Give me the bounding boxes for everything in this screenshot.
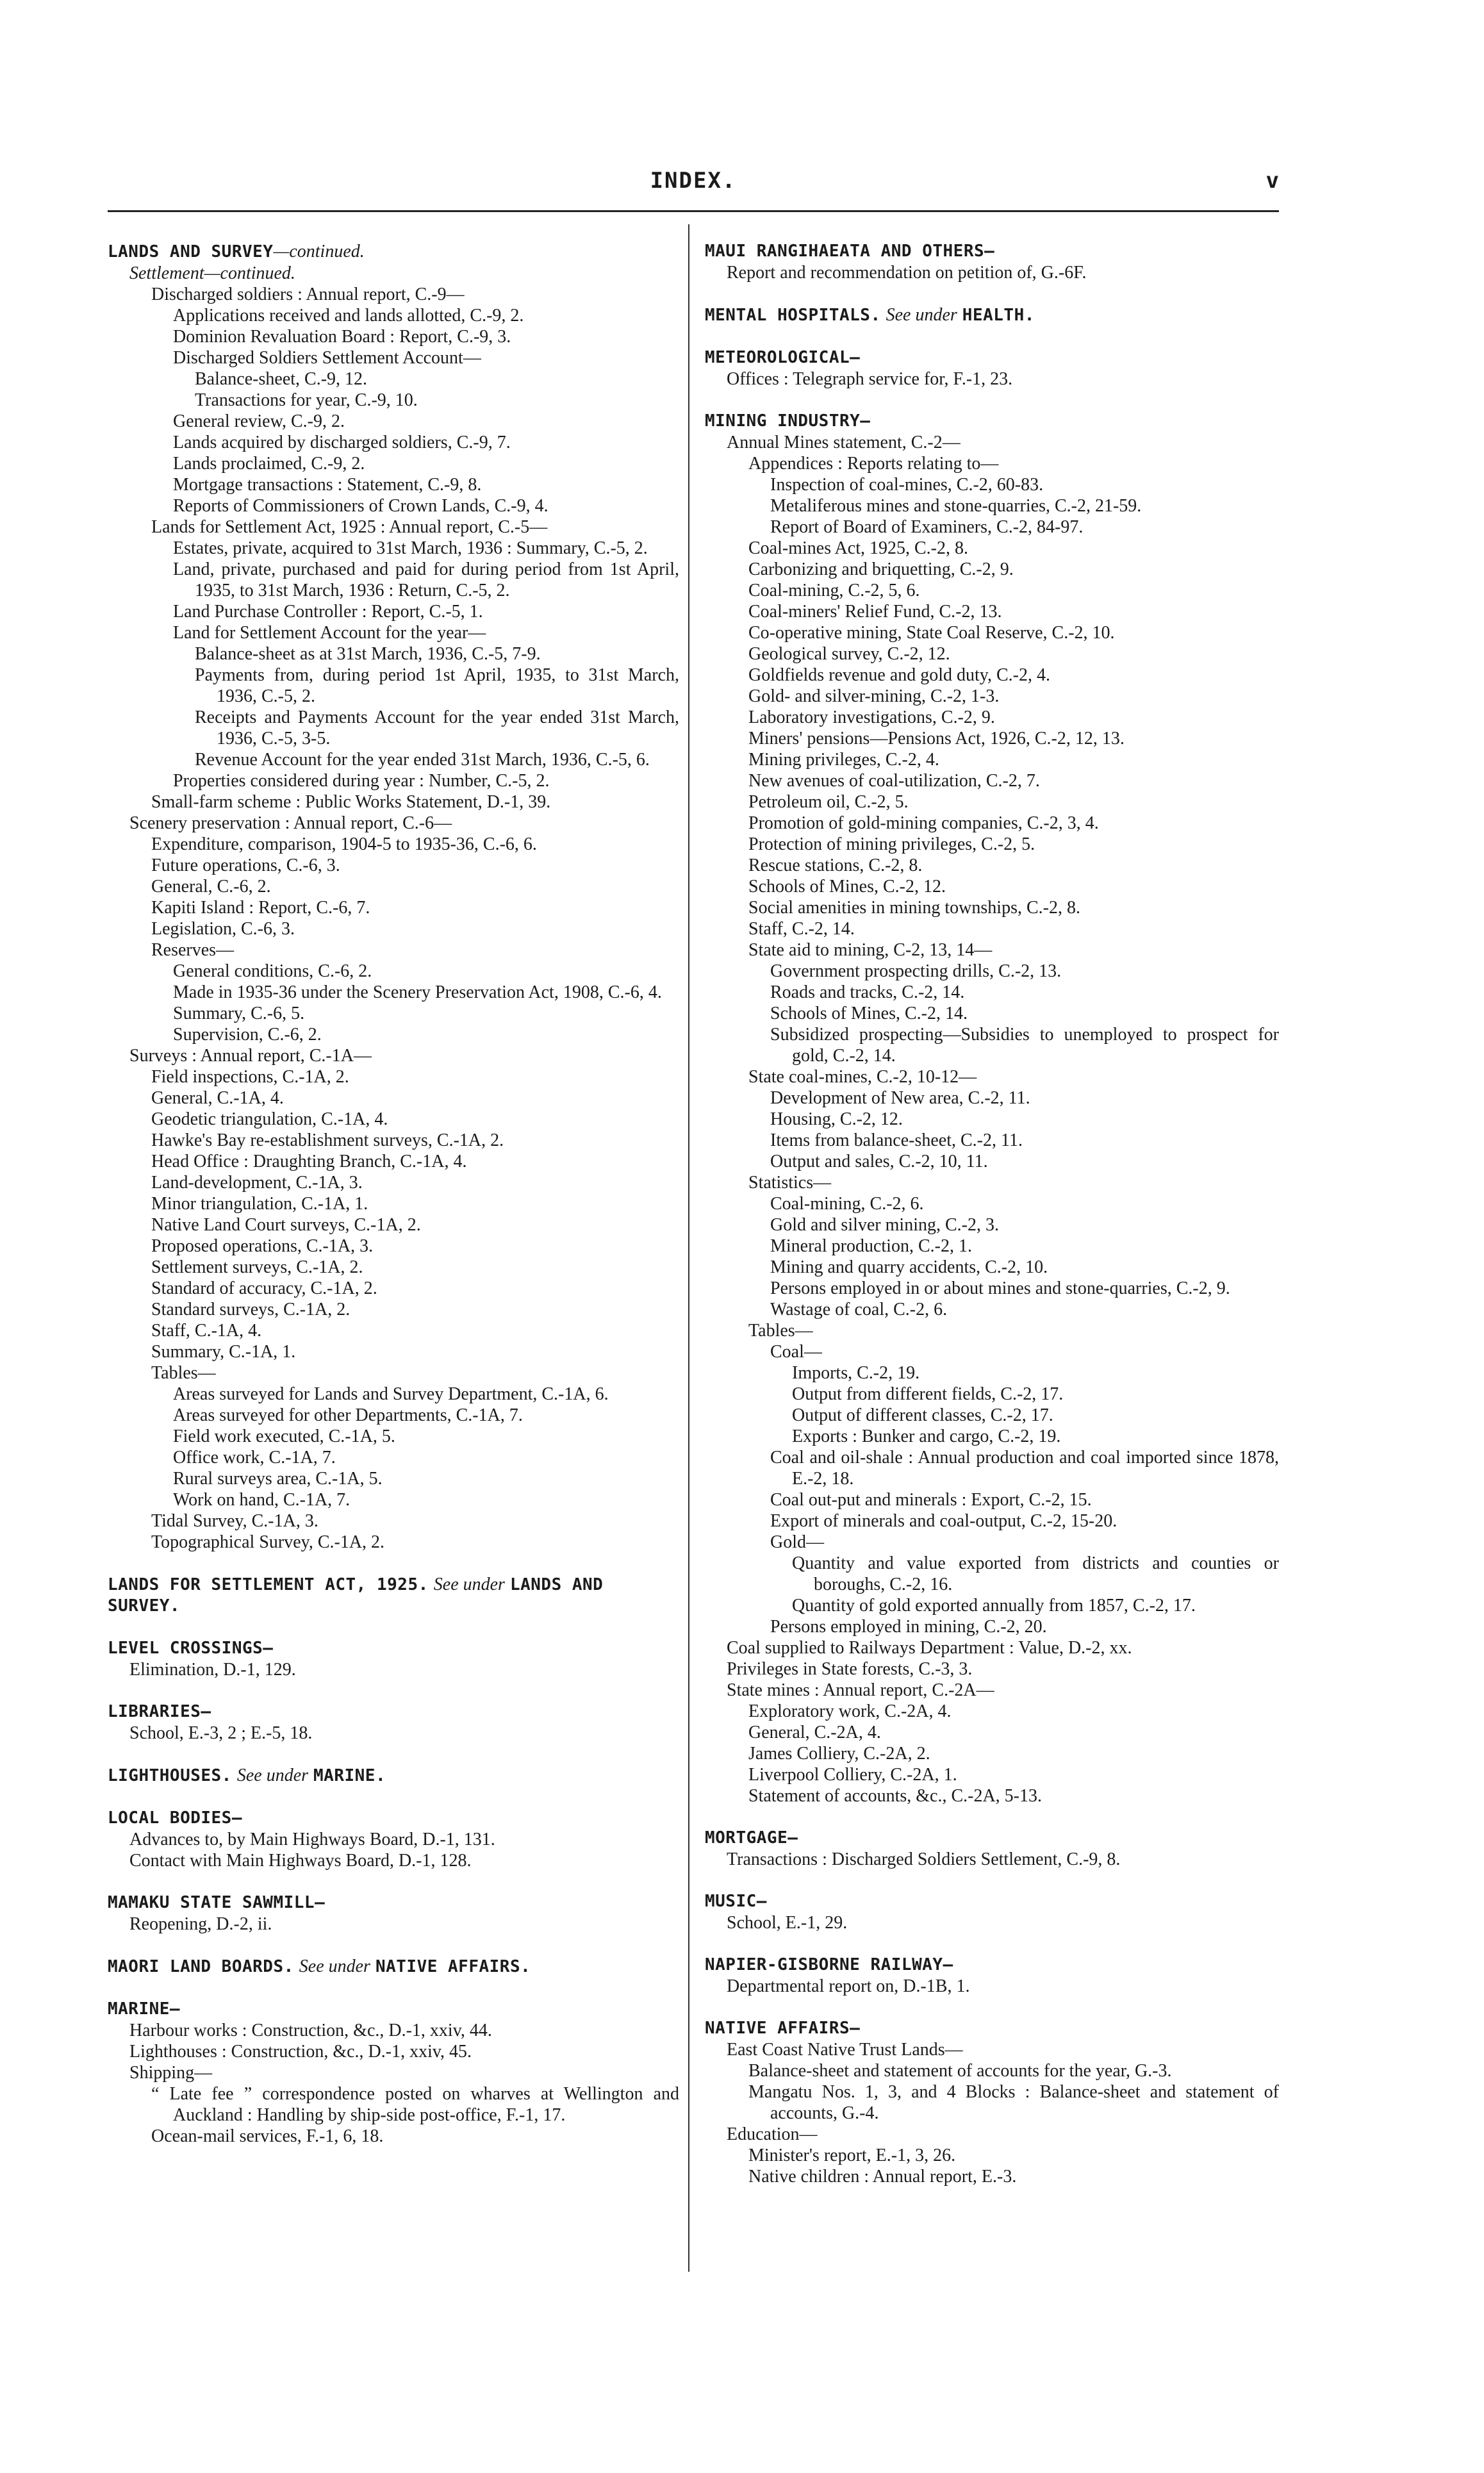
index-entry: New avenues of coal-utilization, C.-2, 7. <box>748 771 1040 791</box>
index-entry: Settlement—continued. <box>129 263 295 283</box>
index-entry: Lands for Settlement Act, 1925 : Annual report, C.-5— <box>151 517 548 537</box>
index-entry: Kapiti Island : Report, C.-6, 7. <box>151 898 370 918</box>
header-rule <box>108 210 1279 212</box>
index-entry: Departmental report on, D.-1B, 1. <box>727 1976 970 1996</box>
index-entry: Made in 1935-36 under the Scenery Preservation Act, 1908, C.-6, 4. <box>173 982 662 1002</box>
index-entry: Settlement surveys, C.-1A, 2. <box>151 1257 363 1277</box>
index-entry: Reserves— <box>151 940 235 960</box>
heading-text: LOCAL BODIES— <box>108 1808 242 1828</box>
see-under: See under <box>299 1956 370 1976</box>
index-entry: Future operations, C.-6, 3. <box>151 856 340 875</box>
index-entry: Mangatu Nos. 1, 3, and 4 Blocks : Balance-sheet and statement of accounts, G.-4. <box>748 2082 1279 2123</box>
index-entry: Areas surveyed for Lands and Survey Department, C.-1A, 6. <box>173 1384 609 1404</box>
index-entry: Coal out-put and minerals : Export, C.-2, 15. <box>770 1490 1092 1510</box>
index-entry: Imports, C.-2, 19. <box>792 1363 920 1383</box>
index-entry: Staff, C.-1A, 4. <box>151 1321 262 1341</box>
index-entry: Protection of mining privileges, C.-2, 5. <box>748 834 1035 854</box>
index-entry: Co-operative mining, State Coal Reserve, C.-2, 10. <box>748 623 1115 643</box>
index-entry: Summary, C.-1A, 1. <box>151 1342 296 1362</box>
index-entry: “ Late fee ” correspondence posted on wharves at Wellington and Auckland : Handling by ship-side post-office, F.-1, 17. <box>151 2084 679 2125</box>
index-entry: Rescue stations, C.-2, 8. <box>748 856 923 875</box>
section-heading <box>108 241 679 263</box>
index-entry: State mines : Annual report, C.-2A— <box>727 1680 994 1700</box>
section-heading <box>705 1828 1279 1849</box>
index-entry: Output from different fields, C.-2, 17. <box>792 1384 1064 1404</box>
index-section <box>108 1808 679 1871</box>
index-entry: Reopening, D.-2, ii. <box>129 1914 272 1934</box>
index-entry: Proposed operations, C.-1A, 3. <box>151 1236 374 1256</box>
index-entry: Laboratory investigations, C.-2, 9. <box>748 707 995 727</box>
index-entry: Native children : Annual report, E.-3. <box>748 2167 1017 2187</box>
index-entry: James Colliery, C.-2A, 2. <box>748 1744 930 1764</box>
index-entry: Scenery preservation : Annual report, C.-6— <box>129 813 452 833</box>
index-entry: Coal-mining, C.-2, 6. <box>770 1194 924 1214</box>
index-entry: Gold— <box>770 1532 824 1552</box>
heading-text: LIBRARIES— <box>108 1702 211 1721</box>
see-under: See under <box>236 1766 309 1785</box>
index-entry: Reports of Commissioners of Crown Lands, C.-9, 4. <box>173 496 548 516</box>
heading-text: METEOROLOGICAL— <box>705 348 861 367</box>
heading-text: LIGHTHOUSES. <box>108 1766 232 1785</box>
page-header <box>108 168 1279 200</box>
section-heading <box>705 411 1279 432</box>
index-entry: Social amenities in mining townships, C.-2, 8. <box>748 898 1080 918</box>
index-entry: Persons employed in or about mines and stone-quarries, C.-2, 9. <box>770 1278 1230 1298</box>
index-entry: Hawke's Bay re-establishment surveys, C.-1A, 2. <box>151 1130 504 1150</box>
index-entry: Field work executed, C.-1A, 5. <box>173 1427 395 1446</box>
index-entry: Mining and quarry accidents, C.-2, 10. <box>770 1257 1048 1277</box>
index-entry: Gold- and silver-mining, C.-2, 1-3. <box>748 686 1000 706</box>
index-section <box>108 1999 679 2147</box>
index-entry: Petroleum oil, C.-2, 5. <box>748 792 909 812</box>
index-entry: Exports : Bunker and cargo, C.-2, 19. <box>792 1427 1061 1446</box>
index-entry: Rural surveys area, C.-1A, 5. <box>173 1469 383 1489</box>
index-section <box>705 1828 1279 1870</box>
index-entry: Balance-sheet, C.-9, 12. <box>195 369 368 389</box>
index-entry: Offices : Telegraph service for, F.-1, 23. <box>727 369 1013 389</box>
index-section <box>705 1891 1279 1933</box>
index-entry: Subsidized prospecting—Subsidies to unemployed to prospect for gold, C.-2, 14. <box>770 1025 1279 1066</box>
index-entry: Head Office : Draughting Branch, C.-1A, 4. <box>151 1152 467 1171</box>
index-entry: Mineral production, C.-2, 1. <box>770 1236 972 1256</box>
index-entry: Exploratory work, C.-2A, 4. <box>748 1701 952 1721</box>
index-entry: Statement of accounts, &c., C.-2A, 5-13. <box>748 1786 1043 1806</box>
section-heading <box>705 241 1279 262</box>
index-entry: Revenue Account for the year ended 31st March, 1936, C.-5, 6. <box>195 750 650 770</box>
section-heading <box>108 1808 679 1829</box>
index-entry: Housing, C.-2, 12. <box>770 1109 903 1129</box>
section-heading <box>108 1956 679 1978</box>
section-heading <box>108 1701 679 1723</box>
index-section <box>108 1765 679 1787</box>
section-heading <box>705 1955 1279 1976</box>
index-entry: Report and recommendation on petition of, G.-6F. <box>727 263 1087 283</box>
index-entry: Coal— <box>770 1342 822 1362</box>
index-entry: School, E.-3, 2 ; E.-5, 18. <box>129 1723 313 1743</box>
index-section <box>705 241 1279 283</box>
index-entry: General, C.-6, 2. <box>151 877 271 897</box>
index-entry: Schools of Mines, C.-2, 12. <box>748 877 946 897</box>
index-entry: Quantity and value exported from districts and counties or boroughs, C.-2, 16. <box>792 1553 1279 1594</box>
index-entry: Transactions : Discharged Soldiers Settlement, C.-9, 8. <box>727 1849 1121 1869</box>
index-entry: Elimination, D.-1, 129. <box>129 1660 296 1680</box>
heading-continued: —continued. <box>273 242 365 261</box>
see-under: See under <box>433 1575 505 1594</box>
index-entry: Topographical Survey, C.-1A, 2. <box>151 1532 385 1552</box>
section-heading <box>108 1892 679 1914</box>
section-heading <box>705 2018 1279 2039</box>
index-entry: Discharged soldiers : Annual report, C.-9— <box>151 285 465 304</box>
index-section <box>705 1955 1279 1997</box>
index-entry: Land, private, purchased and paid for during period from 1st April, 1935, to 31st March, 1936 : Return, C.-5, 2. <box>173 559 679 600</box>
index-entry: Field inspections, C.-1A, 2. <box>151 1067 349 1087</box>
index-section <box>108 1638 679 1680</box>
see-target: NATIVE AFFAIRS. <box>375 1957 531 1976</box>
index-entry: School, E.-1, 29. <box>727 1913 848 1933</box>
index-entry: Schools of Mines, C.-2, 14. <box>770 1004 968 1023</box>
index-entry: Coal and oil-shale : Annual production and coal imported since 1878, E.-2, 18. <box>770 1448 1279 1489</box>
index-entry: Inspection of coal-mines, C.-2, 60-83. <box>770 475 1044 495</box>
index-entry: Miners' pensions—Pensions Act, 1926, C.-2, 12, 13. <box>748 729 1125 749</box>
heading-text: MORTGAGE— <box>705 1828 798 1848</box>
index-column-left <box>108 241 679 2147</box>
index-entry: General conditions, C.-6, 2. <box>173 961 372 981</box>
index-entry: Quantity of gold exported annually from 1857, C.-2, 17. <box>792 1596 1196 1616</box>
index-entry: General, C.-1A, 4. <box>151 1088 284 1108</box>
index-entry: Receipts and Payments Account for the year ended 31st March, 1936, C.-5, 3-5. <box>195 707 679 749</box>
heading-text: MAMAKU STATE SAWMILL— <box>108 1893 326 1912</box>
index-section <box>108 1956 679 1978</box>
index-entry: Office work, C.-1A, 7. <box>173 1448 336 1468</box>
index-entry: Land Purchase Controller : Report, C.-5, 1. <box>173 602 483 622</box>
heading-text: MENTAL HOSPITALS. <box>705 306 881 325</box>
heading-text: MUSIC— <box>705 1892 767 1911</box>
index-entry: Coal-mines Act, 1925, C.-2, 8. <box>748 538 968 558</box>
index-column-right <box>705 241 1279 2187</box>
heading-text: LANDS FOR SETTLEMENT ACT, 1925. <box>108 1575 429 1594</box>
index-entry: Education— <box>727 2124 818 2144</box>
index-entry: Privileges in State forests, C.-3, 3. <box>727 1659 973 1679</box>
index-entry: Land-development, C.-1A, 3. <box>151 1173 363 1193</box>
index-entry: Contact with Main Highways Board, D.-1, 128. <box>129 1851 472 1871</box>
index-entry: Native Land Court surveys, C.-1A, 2. <box>151 1215 421 1235</box>
index-entry: Surveys : Annual report, C.-1A— <box>129 1046 372 1066</box>
index-entry: Areas surveyed for other Departments, C.-1A, 7. <box>173 1405 523 1425</box>
index-entry: Liverpool Colliery, C.-2A, 1. <box>748 1765 957 1785</box>
index-entry: Properties considered during year : Number, C.-5, 2. <box>173 771 550 791</box>
index-entry: Minister's report, E.-1, 3, 26. <box>748 2146 956 2165</box>
index-entry: Coal-mining, C.-2, 5, 6. <box>748 581 920 600</box>
section-heading <box>108 1574 679 1617</box>
index-entry: Ocean-mail services, F.-1, 6, 18. <box>151 2126 384 2146</box>
index-entry: Minor triangulation, C.-1A, 1. <box>151 1194 368 1214</box>
index-entry: Metaliferous mines and stone-quarries, C.-2, 21-59. <box>770 496 1142 516</box>
index-entry: Harbour works : Construction, &c., D.-1, xxiv, 44. <box>129 2021 492 2040</box>
index-entry: Report of Board of Examiners, C.-2, 84-97. <box>770 517 1084 537</box>
section-heading <box>108 1765 679 1787</box>
see-target: LANDS AND SURVEY. <box>108 1575 604 1616</box>
index-entry: Appendices : Reports relating to— <box>748 454 999 474</box>
heading-text: MARINE— <box>108 1999 181 2019</box>
section-heading <box>705 1891 1279 1912</box>
section-heading <box>108 1999 679 2020</box>
index-entry: General, C.-2A, 4. <box>748 1723 881 1742</box>
index-entry: Summary, C.-6, 5. <box>173 1004 305 1023</box>
index-entry: Coal-miners' Relief Fund, C.-2, 13. <box>748 602 1002 622</box>
index-entry: Government prospecting drills, C.-2, 13. <box>770 961 1062 981</box>
heading-text: LANDS AND SURVEY <box>108 242 274 261</box>
index-entry: State aid to mining, C-2, 13, 14— <box>748 940 993 960</box>
index-entry: Payments from, during period 1st April, 1935, to 31st March, 1936, C.-5, 2. <box>195 665 679 706</box>
column-divider <box>688 224 689 2272</box>
index-entry: Work on hand, C.-1A, 7. <box>173 1490 350 1510</box>
index-entry: Standard surveys, C.-1A, 2. <box>151 1300 350 1319</box>
page-number: v <box>1266 168 1279 194</box>
page-title: INDEX. <box>650 168 737 194</box>
index-entry: Advances to, by Main Highways Board, D.-1, 131. <box>129 1830 495 1849</box>
index-section <box>108 241 679 1553</box>
heading-text: MAUI RANGIHAEATA AND OTHERS— <box>705 242 995 261</box>
index-entry: Balance-sheet and statement of accounts for the year, G.-3. <box>748 2061 1172 2081</box>
see-under: See under <box>886 305 957 325</box>
index-entry: Expenditure, comparison, 1904-5 to 1935-36, C.-6, 6. <box>151 834 537 854</box>
heading-text: MINING INDUSTRY— <box>705 411 871 431</box>
index-entry: Staff, C.-2, 14. <box>748 919 855 939</box>
index-entry: Roads and tracks, C.-2, 14. <box>770 982 965 1002</box>
see-target: MARINE. <box>313 1766 386 1785</box>
index-entry: East Coast Native Trust Lands— <box>727 2040 963 2060</box>
see-target: HEALTH. <box>962 306 1035 325</box>
index-entry: Estates, private, acquired to 31st March, 1936 : Summary, C.-5, 2. <box>173 538 648 558</box>
index-entry: State coal-mines, C.-2, 10-12— <box>748 1067 977 1087</box>
heading-text: NAPIER-GISBORNE RAILWAY— <box>705 1955 953 1974</box>
index-entry: Lighthouses : Construction, &c., D.-1, xxiv, 45. <box>129 2042 472 2062</box>
index-entry: Geological survey, C.-2, 12. <box>748 644 950 664</box>
section-heading <box>108 1638 679 1659</box>
index-entry: Statistics— <box>748 1173 832 1193</box>
index-entry: Small-farm scheme : Public Works Statement, D.-1, 39. <box>151 792 551 812</box>
index-entry: Tables— <box>151 1363 216 1383</box>
index-entry: Land for Settlement Account for the year— <box>173 623 486 643</box>
index-entry: Transactions for year, C.-9, 10. <box>195 390 418 410</box>
index-section <box>705 304 1279 326</box>
heading-text: NATIVE AFFAIRS— <box>705 2019 861 2038</box>
index-entry: Carbonizing and briquetting, C.-2, 9. <box>748 559 1014 579</box>
index-entry: Output of different classes, C.-2, 17. <box>792 1405 1053 1425</box>
heading-text: MAORI LAND BOARDS. <box>108 1957 294 1976</box>
index-entry: Mining privileges, C.-2, 4. <box>748 750 939 770</box>
section-heading <box>705 304 1279 326</box>
index-entry: Standard of accuracy, C.-1A, 2. <box>151 1278 377 1298</box>
index-entry: Promotion of gold-mining companies, C.-2, 3, 4. <box>748 813 1099 833</box>
index-section <box>705 2018 1279 2187</box>
index-section <box>705 347 1279 390</box>
index-entry: Coal supplied to Railways Department : Value, D.-2, xx. <box>727 1638 1132 1658</box>
index-section <box>705 411 1279 1807</box>
index-entry: Development of New area, C.-2, 11. <box>770 1088 1030 1108</box>
index-entry: Goldfields revenue and gold duty, C.-2, 4. <box>748 665 1050 685</box>
index-entry: Applications received and lands allotted, C.-9, 2. <box>173 306 524 326</box>
index-entry: Balance-sheet as at 31st March, 1936, C.-5, 7-9. <box>195 644 541 664</box>
index-entry: Legislation, C.-6, 3. <box>151 919 295 939</box>
index-entry: Wastage of coal, C.-2, 6. <box>770 1300 948 1319</box>
index-entry: Discharged Soldiers Settlement Account— <box>173 348 481 368</box>
index-section <box>108 1701 679 1744</box>
index-entry: Export of minerals and coal-output, C.-2, 15-20. <box>770 1511 1117 1531</box>
index-entry: Geodetic triangulation, C.-1A, 4. <box>151 1109 388 1129</box>
index-entry: Annual Mines statement, C.-2— <box>727 433 960 452</box>
index-entry: General review, C.-9, 2. <box>173 411 345 431</box>
index-entry: Shipping— <box>129 2063 213 2083</box>
index-entry: Gold and silver mining, C.-2, 3. <box>770 1215 999 1235</box>
index-entry: Lands acquired by discharged soldiers, C.-9, 7. <box>173 433 511 452</box>
index-section <box>108 1574 679 1617</box>
index-entry: Lands proclaimed, C.-9, 2. <box>173 454 365 474</box>
index-entry: Mortgage transactions : Statement, C.-9, 8. <box>173 475 482 495</box>
index-entry: Output and sales, C.-2, 10, 11. <box>770 1152 988 1171</box>
index-entry: Persons employed in mining, C.-2, 20. <box>770 1617 1047 1637</box>
heading-text: LEVEL CROSSINGS— <box>108 1639 274 1658</box>
index-section <box>108 1892 679 1935</box>
index-entry: Tables— <box>748 1321 813 1341</box>
index-entry: Tidal Survey, C.-1A, 3. <box>151 1511 318 1531</box>
index-entry: Dominion Revaluation Board : Report, C.-9, 3. <box>173 327 511 347</box>
index-entry: Items from balance-sheet, C.-2, 11. <box>770 1130 1023 1150</box>
section-heading <box>705 347 1279 368</box>
index-entry: Supervision, C.-6, 2. <box>173 1025 322 1045</box>
